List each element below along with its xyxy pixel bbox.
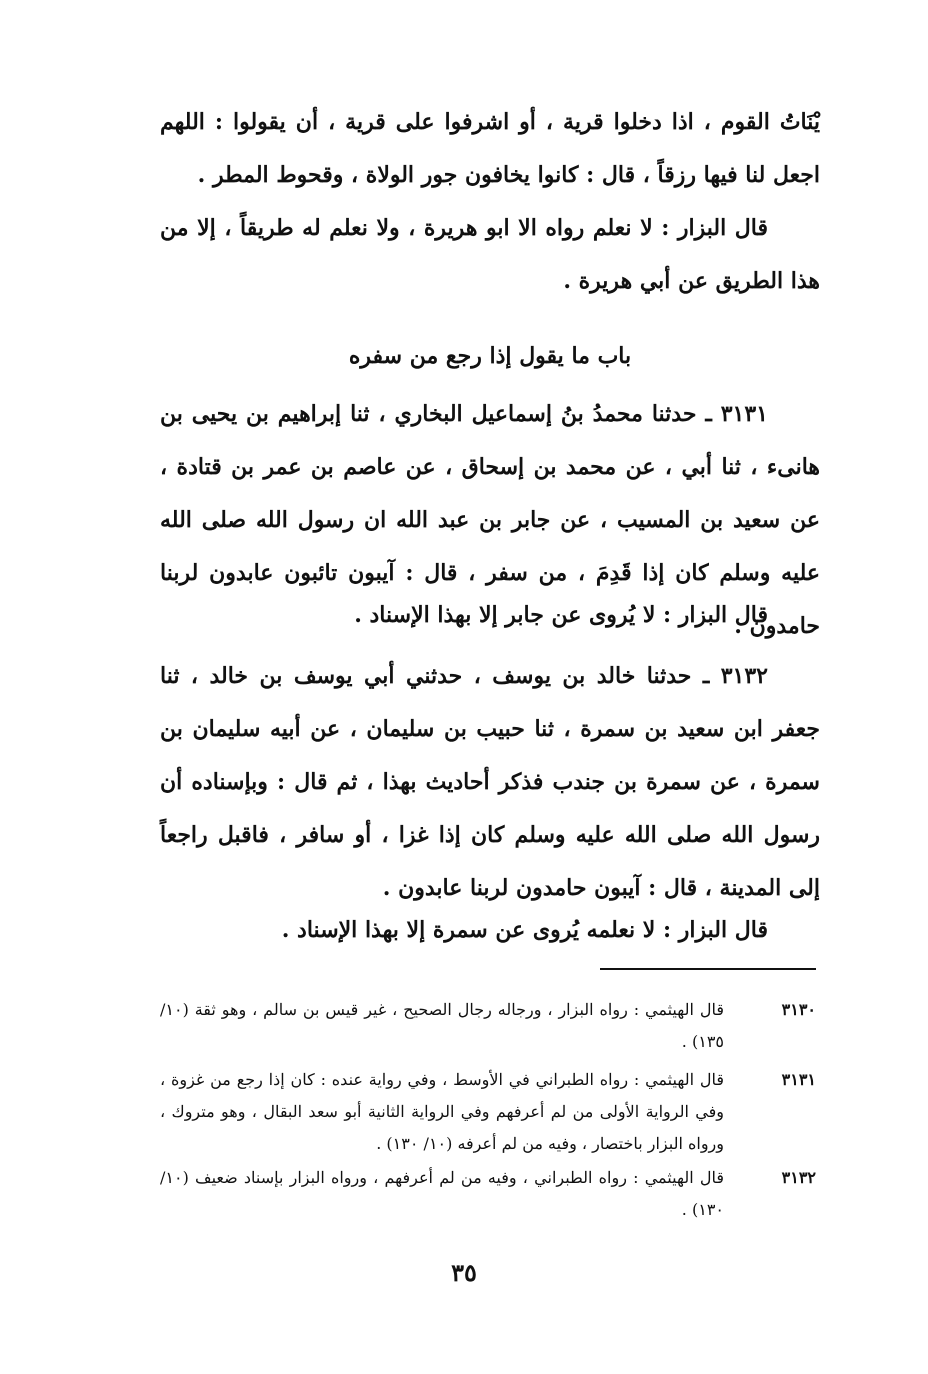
footnote-3131 [160,1064,820,1160]
footnote-number: ٣١٣٠ [781,1000,816,1019]
footnote-3132 [160,1162,820,1226]
footnote-3130 [160,994,820,1058]
page-number: ٣٥ [451,1258,477,1287]
bazzar-comment-3130: قال البزار : لا نعلم رواه الا ابو هريرة ، ولا نعلم له طريقاً ، إلا من هذا الطريق عن أبي هريرة . [160,215,820,294]
hadith-3131: ٣١٣١ ـ حدثنا محمدُ بنُ إسماعيل البخاري ، ثنا إبراهيم بن يحيى بن هانىء ، ثنا أبي ، عن محمد بن إسحاق ، عن عاصم بن عمر بن قتادة ، عن سعيد بن المسيب ، عن جابر بن عبد الله ان رسول الله صلى الله عليه وسلم كان إذا قَدِمَ ، من سفر ، قال : آيبون تائبون عابدون لربنا حامدون . [160,401,820,639]
hadith-3132: ٣١٣٢ ـ حدثنا خالد بن يوسف ، حدثني أبي يوسف بن خالد ، ثنا جعفر ابن سعيد بن سمرة ، ثنا حبيب بن سليمان ، عن أبيه سليمان بن سمرة ، عن سمرة بن جندب فذكر أحاديث بهذا ، ثم قال : وبإسناده أن رسول الله صلى الله عليه وسلم كان إذا غزا ، أو سافر ، فاقبل راجعاً إلى المدينة ، قال : آيبون حامدون لربنا عابدون . [160,663,821,901]
footnote-text: قال الهيثمي : رواه الطبراني في الأوسط ، وفي رواية عنده : كان إذا رجع من غزوة ، وفي الرواية الأولى من لم أعرفهم وفي الرواية الثانية أبو سعد البقال ، وهو متروك ، ورواه البزار باختصار ، وفيه من لم أعرفه (١٠/ ١٣٠) . [160,1070,724,1153]
footnote-divider [600,968,816,970]
continued-hadith-paragraph: يْنَاتُ القوم ، اذا دخلوا قرية ، أو اشرفوا على قرية ، أن يقولوا : اللهم اجعل لنا فيها رزقاً ، قال : كانوا يخافون جور الولاة ، وقحوط المطر . [160,109,820,188]
bazzar-comment-3132: قال البزار : لا نعلمه يُروى عن سمرة إلا بهذا الإسناد . [281,917,768,943]
footnote-number: ٣١٣١ [781,1070,816,1089]
footnote-text: قال الهيثمي : رواه الطبراني ، وفيه من لم أعرفهم ، ورواه البزار بإسناد ضعيف (١٠/ ١٣٠) . [160,1168,724,1219]
footnote-text: قال الهيثمي : رواه البزار ، ورجاله رجال الصحيح ، غير قيس بن سالم ، وهو ثقة (١٠/ ١٣٥) . [160,1000,724,1051]
footnote-number: ٣١٣٢ [781,1168,816,1187]
chapter-heading: باب ما يقول إذا رجع من سفره [348,343,632,369]
bazzar-comment-3131: قال البزار : لا يُروى عن جابر إلا بهذا الإسناد . [354,602,768,628]
